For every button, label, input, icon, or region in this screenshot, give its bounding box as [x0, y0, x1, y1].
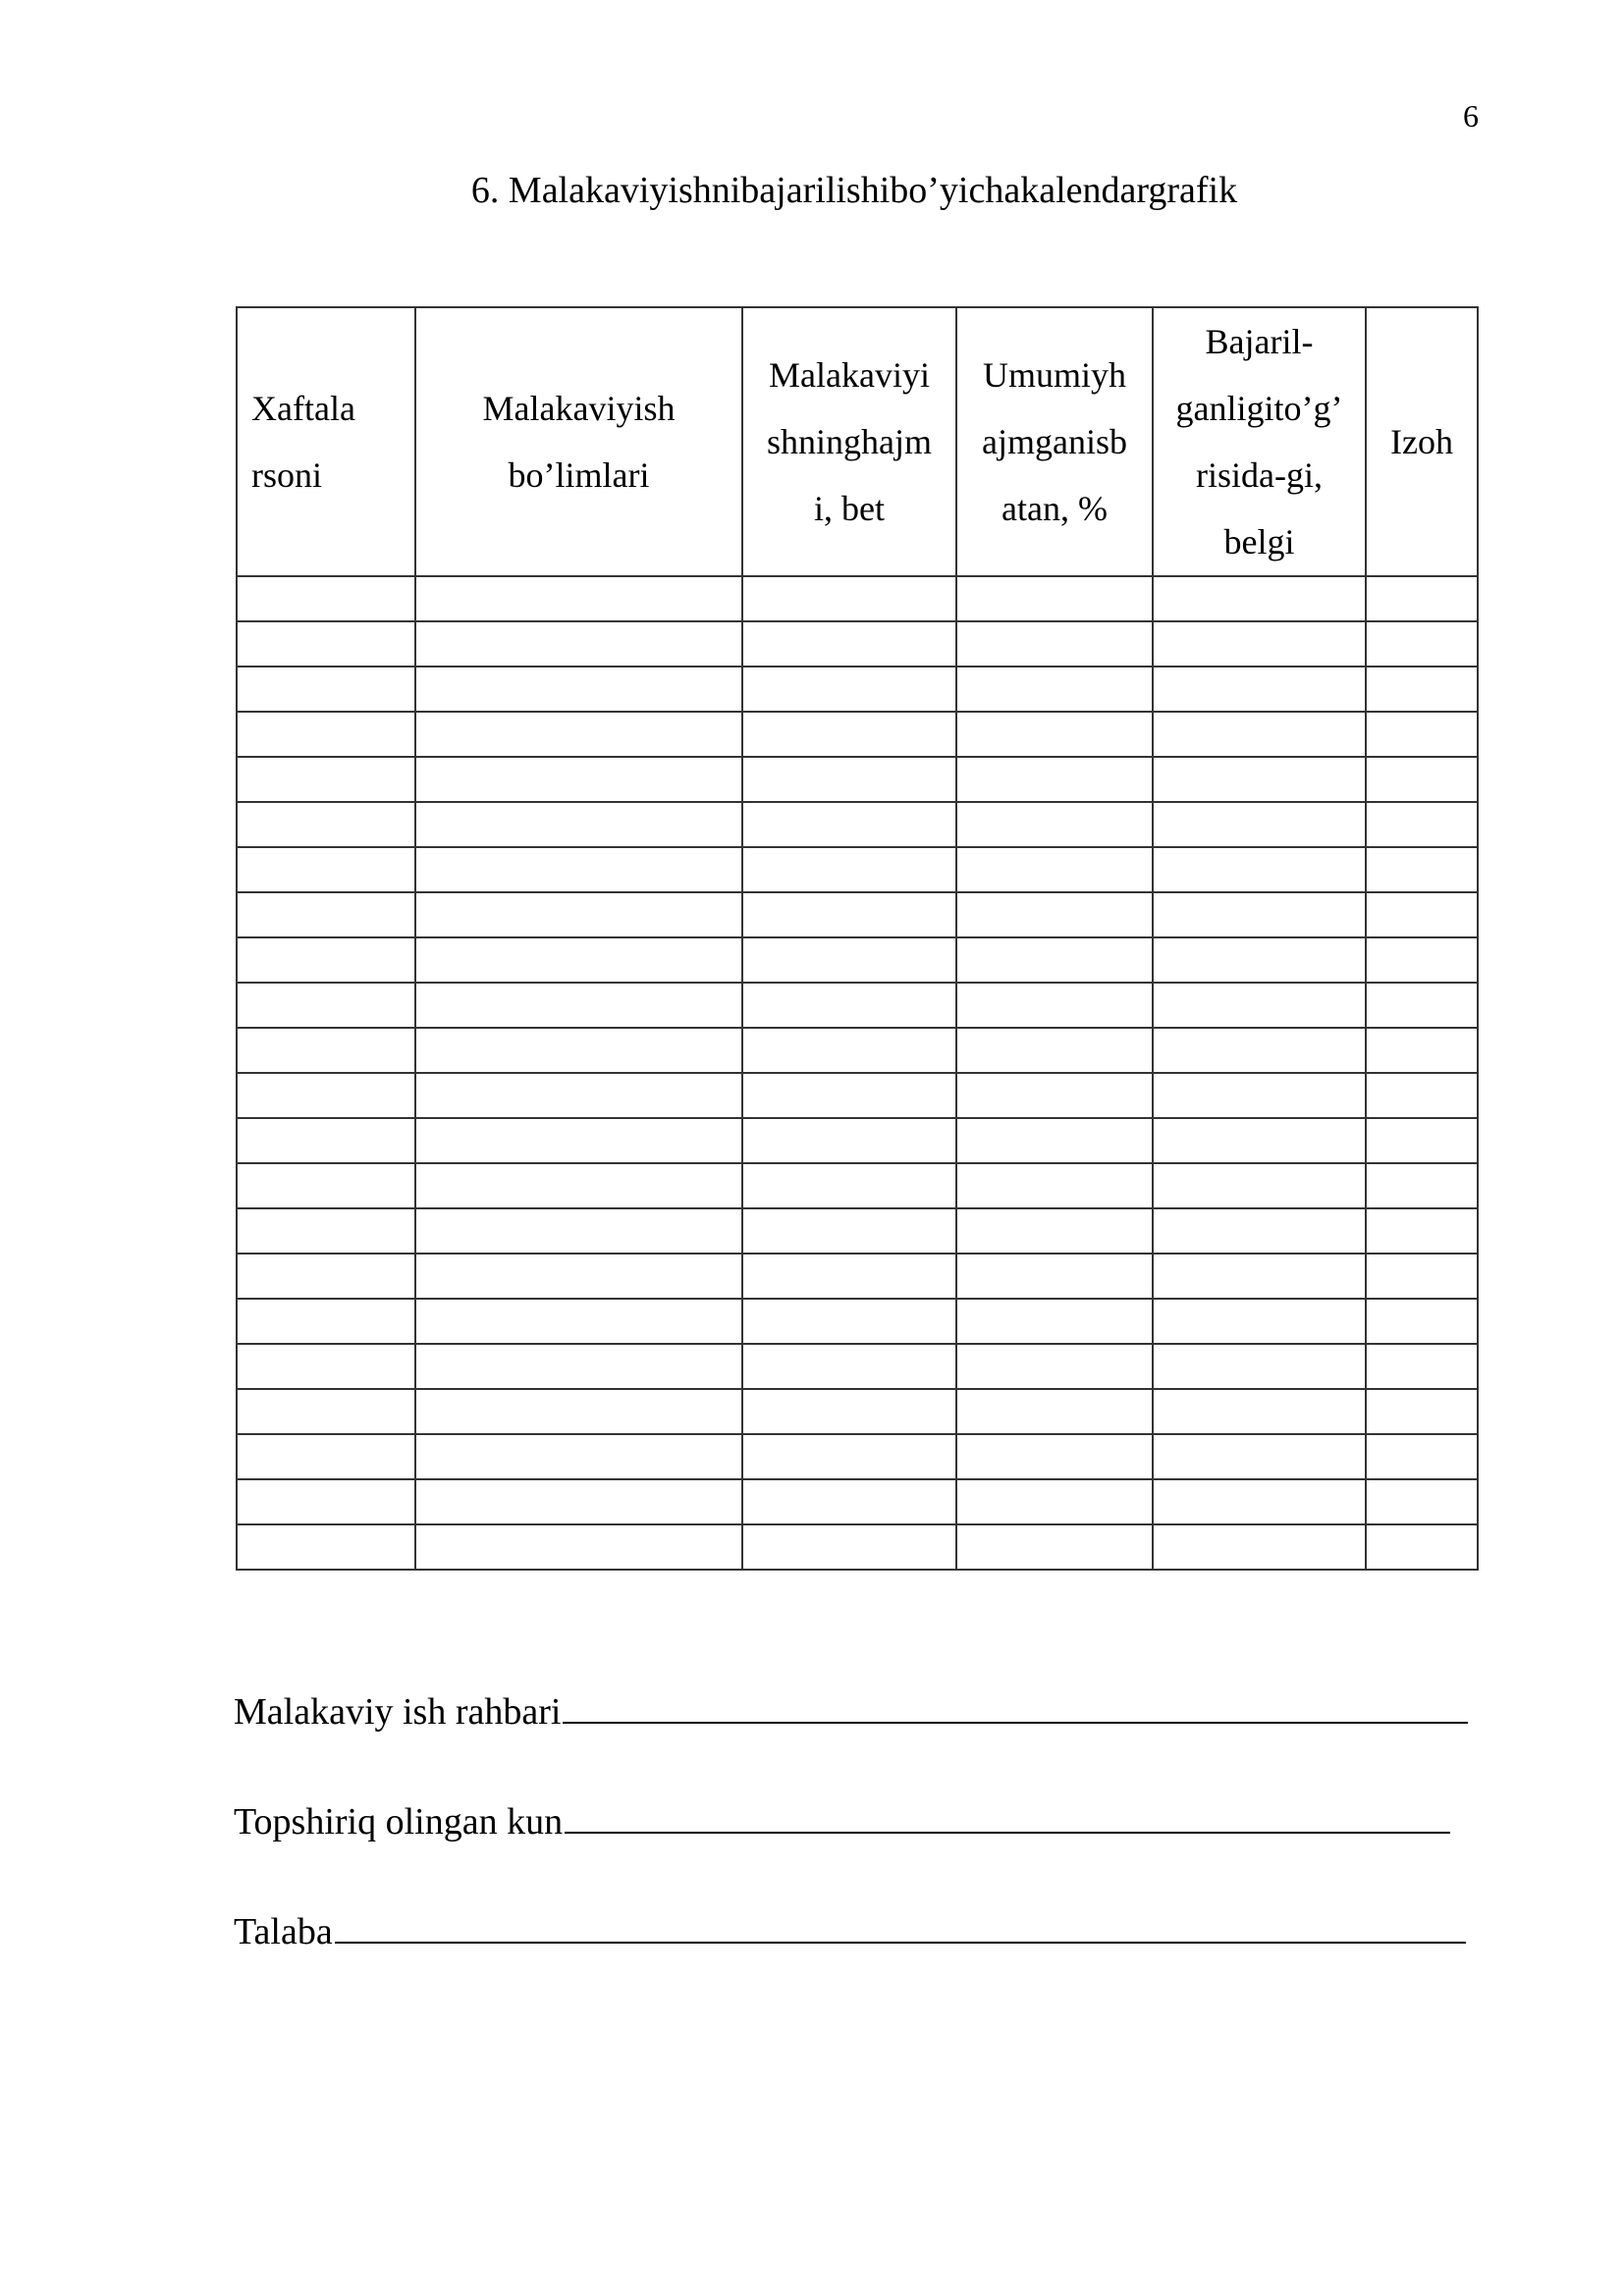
table-cell[interactable] — [956, 1524, 1153, 1570]
table-cell[interactable] — [956, 892, 1153, 937]
table-row — [237, 712, 1478, 757]
table-cell[interactable] — [1366, 802, 1478, 847]
table-cell[interactable] — [956, 802, 1153, 847]
table-cell[interactable] — [1366, 712, 1478, 757]
table-cell[interactable] — [1153, 1479, 1366, 1524]
table-cell[interactable] — [415, 1344, 742, 1389]
table-cell[interactable] — [956, 1028, 1153, 1073]
student-blank[interactable] — [335, 1906, 1466, 1944]
table-cell[interactable] — [742, 1434, 956, 1479]
table-cell[interactable] — [237, 1208, 415, 1254]
table-cell[interactable] — [237, 712, 415, 757]
table-cell[interactable] — [956, 1434, 1153, 1479]
table-cell[interactable] — [237, 1073, 415, 1118]
table-cell[interactable] — [742, 757, 956, 802]
table-cell[interactable] — [415, 667, 742, 712]
table-cell[interactable] — [415, 1254, 742, 1299]
table-cell[interactable] — [237, 1344, 415, 1389]
table-cell[interactable] — [415, 892, 742, 937]
table-cell[interactable] — [742, 712, 956, 757]
table-cell[interactable] — [742, 667, 956, 712]
task-date-signature-line — [234, 1796, 1450, 1843]
table-cell[interactable] — [1153, 937, 1366, 983]
page-number: 6 — [1463, 98, 1479, 133]
table-cell[interactable] — [956, 1344, 1153, 1389]
table-cell[interactable] — [237, 983, 415, 1028]
table-cell[interactable] — [237, 1434, 415, 1479]
table-cell[interactable] — [415, 1028, 742, 1073]
table-cell[interactable] — [1366, 1479, 1478, 1524]
table-cell[interactable] — [956, 1163, 1153, 1208]
table-row — [237, 892, 1478, 937]
table-cell[interactable] — [1366, 1073, 1478, 1118]
table-cell[interactable] — [742, 937, 956, 983]
table-cell[interactable] — [415, 1524, 742, 1570]
table-cell[interactable] — [1366, 1028, 1478, 1073]
table-cell[interactable] — [956, 1254, 1153, 1299]
task-date-label: Topshiriq olingan kun — [234, 1801, 564, 1842]
table-cell[interactable] — [415, 937, 742, 983]
table-cell[interactable] — [1153, 712, 1366, 757]
header-total-percent: Umumiyh ajmganisb atan, % — [956, 307, 1153, 576]
table-row — [237, 1073, 1478, 1118]
table-cell[interactable] — [415, 1479, 742, 1524]
table-cell[interactable] — [1153, 1389, 1366, 1434]
table-cell[interactable] — [956, 1073, 1153, 1118]
header-work-volume: Malakaviyi shninghajm i, bet — [742, 307, 956, 576]
table-cell[interactable] — [415, 802, 742, 847]
table-cell[interactable] — [1366, 847, 1478, 892]
table-row — [237, 983, 1478, 1028]
header-completion-mark: Bajaril- ganligito’g’ risida-gi, belgi — [1153, 307, 1366, 576]
table-cell[interactable] — [415, 1163, 742, 1208]
document-title: 6. Malakaviyishnibajarilishibo’yichakalendargrafik — [470, 170, 1238, 211]
supervisor-blank[interactable] — [563, 1686, 1468, 1724]
table-cell[interactable] — [237, 847, 415, 892]
table-cell[interactable] — [1153, 757, 1366, 802]
table-cell[interactable] — [1153, 1118, 1366, 1163]
table-cell[interactable] — [956, 983, 1153, 1028]
table-cell[interactable] — [1366, 667, 1478, 712]
table-cell[interactable] — [1366, 937, 1478, 983]
table-cell[interactable] — [956, 712, 1153, 757]
table-cell[interactable] — [1366, 1299, 1478, 1344]
table-body — [237, 576, 1478, 1570]
table-row — [237, 621, 1478, 667]
header-week-number: Xaftala rsoni — [237, 307, 415, 576]
table-cell[interactable] — [237, 1389, 415, 1434]
table-cell[interactable] — [956, 1479, 1153, 1524]
table-row — [237, 1163, 1478, 1208]
table-row — [237, 1028, 1478, 1073]
table-row — [237, 757, 1478, 802]
table-cell[interactable] — [1366, 576, 1478, 621]
table-cell[interactable] — [956, 1389, 1153, 1434]
table-row — [237, 1254, 1478, 1299]
table-row — [237, 1118, 1478, 1163]
table-cell[interactable] — [237, 1163, 415, 1208]
table-cell[interactable] — [1153, 1254, 1366, 1299]
table-cell[interactable] — [1153, 1434, 1366, 1479]
table-cell[interactable] — [1153, 1299, 1366, 1344]
table-cell[interactable] — [1366, 983, 1478, 1028]
table-cell[interactable] — [1153, 576, 1366, 621]
table-cell[interactable] — [415, 983, 742, 1028]
table-cell[interactable] — [237, 1299, 415, 1344]
table-cell[interactable] — [742, 576, 956, 621]
table-cell[interactable] — [742, 1299, 956, 1344]
table-cell[interactable] — [956, 576, 1153, 621]
table-cell[interactable] — [956, 1118, 1153, 1163]
table-cell[interactable] — [415, 621, 742, 667]
student-signature-line — [234, 1906, 1466, 1953]
table-row — [237, 802, 1478, 847]
table-cell[interactable] — [1153, 1073, 1366, 1118]
table-cell[interactable] — [415, 1208, 742, 1254]
table-cell[interactable] — [237, 1479, 415, 1524]
supervisor-signature-line — [234, 1686, 1468, 1734]
table-cell[interactable] — [237, 892, 415, 937]
table-cell[interactable] — [1153, 1028, 1366, 1073]
table-cell[interactable] — [742, 1524, 956, 1570]
table-cell[interactable] — [956, 1208, 1153, 1254]
table-cell[interactable] — [742, 1254, 956, 1299]
table-cell[interactable] — [1153, 1163, 1366, 1208]
table-cell[interactable] — [956, 757, 1153, 802]
table-row — [237, 1208, 1478, 1254]
table-cell[interactable] — [237, 1524, 415, 1570]
table-cell[interactable] — [742, 1479, 956, 1524]
table-cell[interactable] — [1366, 892, 1478, 937]
calendar-schedule-table — [236, 306, 1479, 1571]
table-cell[interactable] — [237, 937, 415, 983]
table-cell[interactable] — [415, 1073, 742, 1118]
table-cell[interactable] — [1366, 621, 1478, 667]
table-cell[interactable] — [742, 1389, 956, 1434]
table-header-row — [237, 307, 1478, 576]
table-row — [237, 667, 1478, 712]
table-cell[interactable] — [415, 757, 742, 802]
header-notes: Izoh — [1366, 307, 1478, 576]
header-work-sections: Malakaviyish bo’limlari — [415, 307, 742, 576]
table-cell[interactable] — [237, 667, 415, 712]
table-cell[interactable] — [1366, 1524, 1478, 1570]
table-cell[interactable] — [237, 576, 415, 621]
table-cell[interactable] — [415, 576, 742, 621]
table-row — [237, 1344, 1478, 1389]
table-row — [237, 1434, 1478, 1479]
table-row — [237, 1389, 1478, 1434]
table-cell[interactable] — [1153, 667, 1366, 712]
table-cell[interactable] — [1366, 1389, 1478, 1434]
table-cell[interactable] — [415, 1389, 742, 1434]
table-cell[interactable] — [1153, 1524, 1366, 1570]
table-row — [237, 1524, 1478, 1570]
table-cell[interactable] — [1153, 983, 1366, 1028]
table-cell[interactable] — [1153, 1208, 1366, 1254]
table-cell[interactable] — [237, 1254, 415, 1299]
table-cell[interactable] — [1153, 1344, 1366, 1389]
table-cell[interactable] — [237, 802, 415, 847]
supervisor-label: Malakaviy ish rahbari — [234, 1691, 562, 1733]
table-cell[interactable] — [956, 1299, 1153, 1344]
table-cell[interactable] — [742, 621, 956, 667]
table-row — [237, 937, 1478, 983]
table-cell[interactable] — [742, 1208, 956, 1254]
table-cell[interactable] — [1153, 802, 1366, 847]
table-cell[interactable] — [237, 621, 415, 667]
table-cell[interactable] — [415, 1118, 742, 1163]
table-cell[interactable] — [742, 983, 956, 1028]
table-row — [237, 847, 1478, 892]
table-cell[interactable] — [1366, 1344, 1478, 1389]
table-cell[interactable] — [742, 1118, 956, 1163]
table-cell[interactable] — [1366, 1208, 1478, 1254]
task-date-blank[interactable] — [565, 1796, 1450, 1834]
table-cell[interactable] — [742, 1028, 956, 1073]
table-cell[interactable] — [237, 1118, 415, 1163]
table-cell[interactable] — [415, 1434, 742, 1479]
table-cell[interactable] — [742, 847, 956, 892]
table-cell[interactable] — [956, 937, 1153, 983]
table-row — [237, 1299, 1478, 1344]
table-cell[interactable] — [1153, 621, 1366, 667]
table-cell[interactable] — [956, 621, 1153, 667]
table-cell[interactable] — [237, 757, 415, 802]
table-cell[interactable] — [1366, 1118, 1478, 1163]
table-row — [237, 1479, 1478, 1524]
table-cell[interactable] — [415, 1299, 742, 1344]
table-cell[interactable] — [1366, 757, 1478, 802]
table-cell[interactable] — [956, 667, 1153, 712]
table-cell[interactable] — [742, 1073, 956, 1118]
table-cell[interactable] — [742, 892, 956, 937]
table-cell[interactable] — [956, 847, 1153, 892]
table-cell[interactable] — [1366, 1163, 1478, 1208]
table-row — [237, 576, 1478, 621]
table-cell[interactable] — [742, 802, 956, 847]
table-cell[interactable] — [1366, 1254, 1478, 1299]
table-cell[interactable] — [415, 712, 742, 757]
table-cell[interactable] — [415, 847, 742, 892]
table-cell[interactable] — [1153, 847, 1366, 892]
table-cell[interactable] — [237, 1028, 415, 1073]
table-cell[interactable] — [1366, 1434, 1478, 1479]
table-cell[interactable] — [742, 1163, 956, 1208]
student-label: Talaba — [234, 1911, 333, 1952]
table-cell[interactable] — [1153, 892, 1366, 937]
table-cell[interactable] — [742, 1344, 956, 1389]
